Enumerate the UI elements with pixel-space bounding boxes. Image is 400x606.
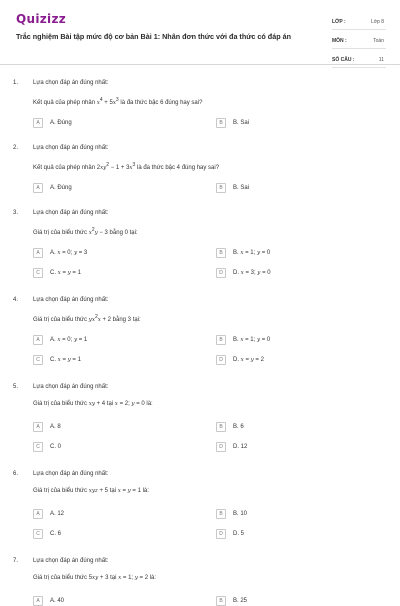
question-instruction: Lựa chọn đáp án đúng nhất: — [33, 558, 109, 564]
question-number: 6. — [13, 471, 19, 477]
answer-option-d[interactable] — [216, 442, 247, 452]
meta-value: 11 — [378, 56, 384, 63]
answer-option-b[interactable] — [216, 509, 247, 519]
option-text: B. 6 — [233, 424, 244, 430]
worksheet-header — [0, 0, 400, 62]
option-text: D. 12 — [233, 444, 248, 450]
meta-key: MÔN : — [332, 37, 347, 44]
answer-option-c[interactable] — [33, 268, 81, 278]
option-letter-box[interactable]: A — [33, 183, 43, 193]
option-letter-box[interactable]: B — [216, 422, 226, 432]
question-number: 7. — [13, 558, 19, 564]
worksheet-title: Trắc nghiệm Bài tập mức độ cơ bản Bài 1: Nhân đơn thức với đa thức có đáp án — [16, 32, 291, 41]
option-letter-box[interactable]: A — [33, 422, 43, 432]
question-prompt: Kết quả của phép nhân $x^4 + 5x^3$ là đa thức bậc 6 đúng hay sai? — [33, 97, 203, 106]
answer-option-c[interactable] — [33, 442, 61, 452]
question-instruction: Lựa chọn đáp án đúng nhất: — [33, 145, 109, 151]
option-letter-box[interactable]: A — [33, 596, 43, 606]
option-letter-box[interactable]: B — [216, 248, 226, 258]
answer-option-d[interactable] — [216, 355, 264, 365]
question-number: 5. — [13, 384, 19, 390]
option-letter-box[interactable]: A — [33, 118, 43, 128]
question-instruction: Lựa chọn đáp án đúng nhất: — [33, 80, 109, 86]
option-text: C. x = y = 1 — [50, 357, 81, 363]
meta-row-class — [332, 14, 386, 30]
option-letter-box[interactable]: B — [216, 118, 226, 128]
option-letter-box[interactable]: A — [33, 335, 43, 345]
answer-option-a[interactable] — [33, 335, 87, 345]
option-text: A. 12 — [50, 511, 65, 517]
option-text: D. x = 3; y = 0 — [233, 270, 271, 276]
quizizz-logo: Quizizz — [16, 12, 67, 26]
answer-option-d[interactable] — [216, 529, 244, 539]
option-text: B. Sai — [233, 185, 250, 191]
question-number: 2. — [13, 145, 19, 151]
header-divider — [0, 64, 400, 65]
answer-option-c[interactable] — [33, 355, 81, 365]
question-instruction: Lựa chọn đáp án đúng nhất: — [33, 471, 109, 477]
question-prompt: Giá trị của biểu thức xyz + 5 tại x = y = 1 là: — [33, 488, 149, 494]
option-letter-box[interactable]: D — [216, 355, 226, 365]
option-text: A. Đúng — [50, 120, 72, 126]
question-prompt: Kết quả của phép nhân $2xy^2 - 1 + 3x^3$ là đa thức bậc 4 đúng hay sai? — [33, 162, 220, 171]
option-letter-box[interactable]: D — [216, 268, 226, 278]
option-text: D. x = y = 2 — [233, 357, 264, 363]
meta-key: LỚP : — [332, 18, 346, 25]
meta-key: SỐ CÂU : — [332, 56, 355, 63]
option-letter-box[interactable]: A — [33, 509, 43, 519]
option-letter-box[interactable]: A — [33, 248, 43, 258]
question-number: 4. — [13, 297, 19, 303]
option-text: A. Đúng — [50, 185, 72, 191]
question-instruction: Lựa chọn đáp án đúng nhất: — [33, 297, 109, 303]
answer-option-d[interactable] — [216, 268, 271, 278]
meta-value: Lớp 8 — [370, 18, 384, 25]
answer-option-b[interactable] — [216, 422, 244, 432]
option-letter-box[interactable]: B — [216, 509, 226, 519]
option-letter-box[interactable]: B — [216, 596, 226, 606]
option-letter-box[interactable]: C — [33, 442, 43, 452]
answer-option-c[interactable] — [33, 529, 61, 539]
option-text: A. 8 — [50, 424, 61, 430]
answer-option-b[interactable] — [216, 248, 270, 258]
option-text: A. x = 0; y = 1 — [50, 337, 88, 343]
option-letter-box[interactable]: C — [33, 355, 43, 365]
option-letter-box[interactable]: D — [216, 442, 226, 452]
option-letter-box[interactable]: C — [33, 529, 43, 539]
answer-option-a[interactable] — [33, 509, 64, 519]
question-prompt: Giá trị của biểu thức xy + 4 tại x = 2; y = 0 là: — [33, 401, 153, 407]
answer-option-a[interactable] — [33, 422, 61, 432]
meta-row-subject — [332, 33, 386, 49]
question-instruction: Lựa chọn đáp án đúng nhất: — [33, 384, 109, 390]
answer-option-a[interactable] — [33, 118, 72, 128]
question-prompt: Giá trị của biểu thức $x^2y - 3$ bằng 0 tại: — [33, 227, 138, 236]
question-number: 3. — [13, 210, 19, 216]
option-text: A. x = 0; y = 3 — [50, 250, 88, 256]
option-text: B. x = 1; y = 0 — [233, 337, 271, 343]
answer-option-b[interactable] — [216, 596, 247, 606]
question-prompt: Giá trị của biểu thức $yx^2x + 2$ bằng 3 tại: — [33, 314, 141, 323]
option-text: C. 0 — [50, 444, 62, 450]
option-text: B. x = 1; y = 0 — [233, 250, 271, 256]
option-letter-box[interactable]: C — [33, 268, 43, 278]
option-letter-box[interactable]: B — [216, 183, 226, 193]
answer-option-a[interactable] — [33, 248, 87, 258]
option-letter-box[interactable]: B — [216, 335, 226, 345]
answer-option-a[interactable] — [33, 183, 72, 193]
option-text: C. 6 — [50, 531, 62, 537]
option-text: C. x = y = 1 — [50, 270, 81, 276]
option-text: B. Sai — [233, 120, 250, 126]
meta-value: Toán — [373, 37, 384, 44]
question-prompt: Giá trị của biểu thức 5xy + 3 tại x = 1; y = 2 là: — [33, 575, 157, 581]
option-text: B. 25 — [233, 598, 248, 604]
answer-option-a[interactable] — [33, 596, 64, 606]
option-text: A. 40 — [50, 598, 65, 604]
meta-info — [332, 14, 386, 71]
option-letter-box[interactable]: D — [216, 529, 226, 539]
question-number: 1. — [13, 80, 19, 86]
meta-row-count — [332, 52, 386, 68]
option-text: D. 5 — [233, 531, 245, 537]
answer-option-b[interactable] — [216, 183, 249, 193]
answer-option-b[interactable] — [216, 335, 270, 345]
option-text: B. 10 — [233, 511, 248, 517]
question-instruction: Lựa chọn đáp án đúng nhất: — [33, 210, 109, 216]
answer-option-b[interactable] — [216, 118, 249, 128]
